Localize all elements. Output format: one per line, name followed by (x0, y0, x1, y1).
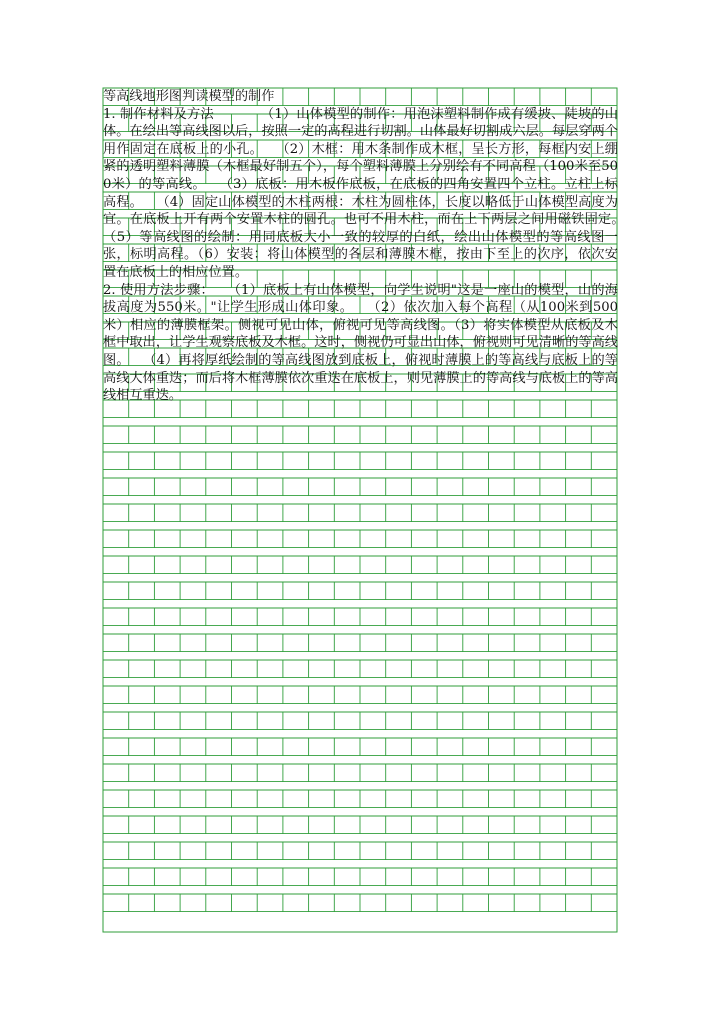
grid-row (103, 764, 617, 782)
grid-row (103, 582, 617, 600)
section-2-body: （1）底板上有山体模型，向学生说明"这是一座山的模型，山的海拔高度为550米。"让学生形成山体印象。 （2）依次加入每个高程（从100米到500米）相应的薄膜框架。侧视可见山体，俯视可见等高线图。（3）将实体模型从底板及木框中取出，让学生观察底板及木框。这时，侧视仍可显出山体，俯视则可见清晰的等高线图。 （4）再将厚纸绘制的等高线图放到底板上，俯视时薄膜上的等高线与底板上的等高线大体重迭；而后将木框薄膜依次重迭在底板上，则见薄膜上的等高线与底板上的等高线相互重迭。 (103, 282, 618, 404)
grid-row (103, 894, 617, 912)
grid-row (103, 842, 617, 860)
section-2 (103, 282, 618, 405)
grid-row (103, 452, 617, 470)
grid-row (103, 712, 617, 730)
grid-row (103, 556, 617, 574)
section-1 (103, 106, 645, 282)
grid-row (103, 868, 617, 886)
grid-row (103, 660, 617, 678)
grid-row (103, 634, 617, 652)
grid-row (103, 738, 617, 756)
grid-row (103, 608, 617, 626)
section-1-heading: 1. 制作材料及方法 (103, 106, 214, 122)
document-title: 等高线地形图判读模型的制作 (103, 89, 275, 104)
grid-row (103, 530, 617, 548)
grid-row (103, 426, 617, 444)
grid-row (103, 478, 617, 496)
document-text (103, 88, 645, 405)
grid-row (103, 790, 617, 808)
grid-row (103, 504, 617, 522)
section-1-body: （1）山体模型的制作：用泡沫塑料制作成有缓坡、陡坡的山体。在绘出等高线图以后，按照一定的高程进行切割。山体最好切割成六层。每层穿两个用作固定在底板上的小孔。 （2）木框：用木条制作成木框，呈长方形，每框内安上绷紧的透明塑料薄膜（木框最好制五个），每个塑料薄膜上分别绘有不同高程（100米至500米）的等高线。 （3）底板：用木板作底板，在底板的四角安置四个立柱。立柱上标高程。 （4）固定山体模型的木柱两根：木柱为圆柱体，长度以略低于山体模型高度为宜。在底板上开有两个安置木柱的圆孔。也可不用木柱，而在上下两层之间用磁铁固定。 （5）等高线图的绘制：用同底板大小一致的较厚的白纸，绘出山体模型的等高线图一张，标明高程。（6）安装：将山体模型的各层和薄膜木框，按由下至上的次序，依次安置在底板上的相应位置。 (103, 106, 645, 280)
section-2-heading: 2. 使用方法步骤： (103, 282, 208, 298)
grid-row (103, 816, 617, 834)
grid-row (103, 686, 617, 704)
